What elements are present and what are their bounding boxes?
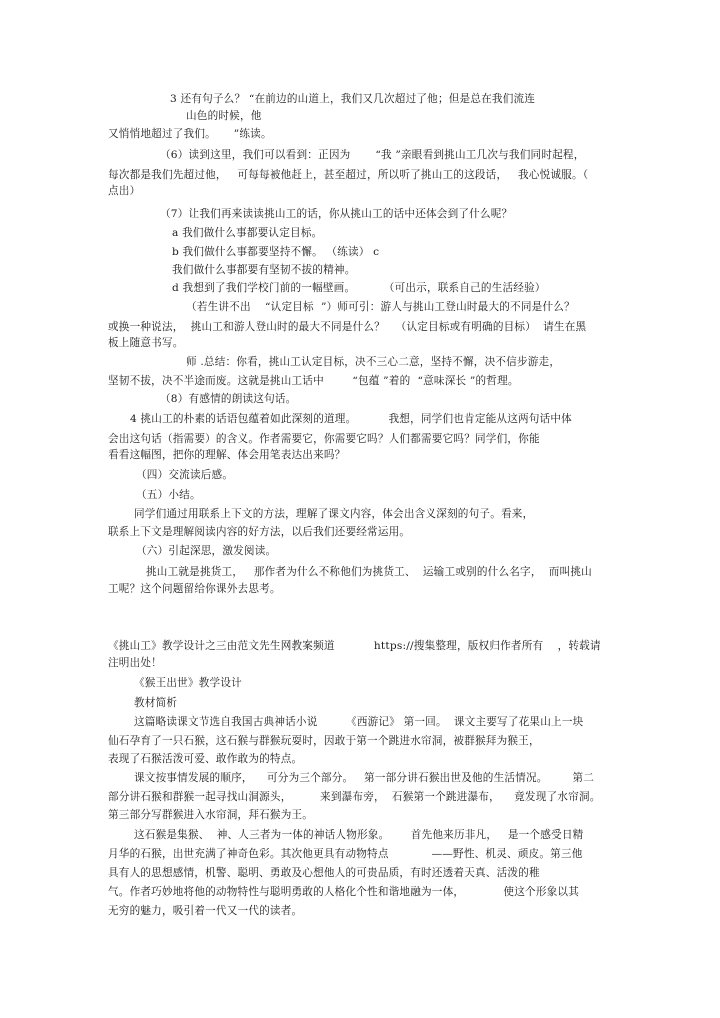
text-line: 月华的石猴，出世充满了神奇色彩。其次他更具有动物特点 ——野性、机灵、顽皮。第三他 — [108, 848, 583, 860]
text-line: 第三部分写群猴进入水帘洞，拜石猴为王。 — [108, 809, 314, 821]
text-line: 山色的时候，他 — [186, 110, 262, 122]
text-line: 这篇略读课文节选自我国古典神话小说 《西游记》 第一回。 课文主要写了花果山上一块 — [134, 716, 584, 728]
text-line: 联系上下文是理解阅读内容的好方法，以后我们还要经常运用。 — [108, 526, 411, 538]
text-line: 注明出处！ — [108, 657, 162, 669]
text-line: 师 .总结：你看，挑山工认定目标，决不三心二意，坚持不懈，决不信步游走， — [186, 356, 561, 368]
text-line: 又悄悄地超过了我们。 ”练读。 — [108, 128, 272, 140]
text-line: 教材简析 — [134, 697, 178, 709]
text-line: （四）交流读后感。 — [136, 469, 234, 481]
text-line: （8）有感情的朗读这句话。 — [160, 393, 297, 405]
text-line: 4 挑山工的朴素的话语包蕴着如此深刻的道理。 我想，同学们也肯定能从这两句话中体 — [130, 413, 572, 425]
text-line: 坚韧不拔，决不半途而废。这就是挑山工话中 “包蕴 ”着的 “意味深长 ”的哲理。 — [108, 375, 519, 387]
text-line: d 我想到了我们学校门前的一幅壁画。 （可出示，联系自己的生活经验） — [172, 282, 546, 294]
text-line: 仙石孕育了一只石猴，这石猴与群猴玩耍时，因敢于第一个跳进水帘洞，被群猴拜为猴王， — [108, 735, 540, 747]
text-line: 工呢？这个问题留给你课外去思考。 — [108, 583, 281, 595]
text-line: 这石猴是集猴、 神、人三者为一体的神话人物形象。 首先他来历非凡， 是一个感受日精 — [134, 829, 584, 841]
text-line: 《挑山工》教学设计之三由范文先生网教案频道 https://搜集整理，版权归作者所有 ，转载请 — [108, 640, 601, 652]
text-line: （6）读到这里，我们可以看到：正因为 “我 ”亲眼看到挑山工几次与我们同时起程， — [160, 149, 585, 161]
text-line: 3 还有句子么？ “在前边的山道上，我们又几次超过了他；但是总在我们流连 — [170, 93, 536, 105]
text-line: 会出这句话（指需要）的含义。作者需要它，你需要它吗？人们都需要它吗？同学们，你能 — [108, 433, 540, 445]
text-line: 气。作者巧妙地将他的动物特性与聪明勇敢的人格化个性和谐地融为一体， 使这个形象以其 — [108, 886, 579, 898]
text-line: a 我们做什么事都要认定目标。 — [172, 227, 323, 239]
text-line: 无穷的魅力，吸引着一代又一代的读者。 — [108, 905, 303, 917]
text-line: 挑山工就是挑货工， 那作者为什么不称他们为挑货工、 运输工或别的什么名字， 而叫挑山 — [146, 566, 592, 578]
text-line: 《猴王出世》教学设计 — [134, 677, 242, 689]
text-line: （六）引起深思，激发阅读。 — [136, 545, 277, 557]
text-line: 课文按事情发展的顺序， 可分为三个部分。 第一部分讲石猴出世及他的生活情况。 第二 — [134, 772, 595, 784]
text-line: 或换一种说法， 挑山工和游人登山时的最大不同是什么？ （认定目标或有明确的目标） 请生在黑 — [108, 321, 587, 333]
text-line: 每次都是我们先超过他， 可每每被他赶上，甚至超过，所以听了挑山工的这段话， 我心悦诚服。（ — [108, 169, 589, 181]
text-line: 同学们通过用联系上下文的方法，理解了课文内容，体会出含义深刻的句子。看来， — [134, 508, 534, 520]
text-line: 部分讲石猴和群猴一起寻找山洞源头， 来到瀑布旁， 石猴第一个跳进瀑布， 竟发现了水帘洞。 — [108, 791, 601, 803]
text-line: b 我们做什么事都要坚持不懈。 （练读） c — [172, 246, 380, 258]
text-line: 我们做什么事都要有坚韧不拔的精神。 — [172, 264, 356, 276]
text-line: 板上随意书写。 — [108, 337, 184, 349]
text-line: 表现了石猴活泼可爱、敢作敢为的特点。 — [108, 753, 303, 765]
text-line: （若生讲不出 “认定目标 ”）师可引：游人与挑山工登山时最大的不同是什么？ — [186, 301, 575, 313]
text-line: （五）小结。 — [136, 489, 201, 501]
text-line: 点出） — [108, 185, 141, 197]
text-line: 具有人的思想感情，机警、聪明、勇敢及心想他人的可贵品质，有时还透着天真、活泼的稚 — [108, 867, 540, 879]
text-line: （7）让我们再来读读挑山工的话，你从挑山工的话中还体会到了什么呢？ — [160, 208, 513, 220]
text-line: 看看这幅图，把你的理解、体会用笔表达出来吗？ — [108, 449, 346, 461]
